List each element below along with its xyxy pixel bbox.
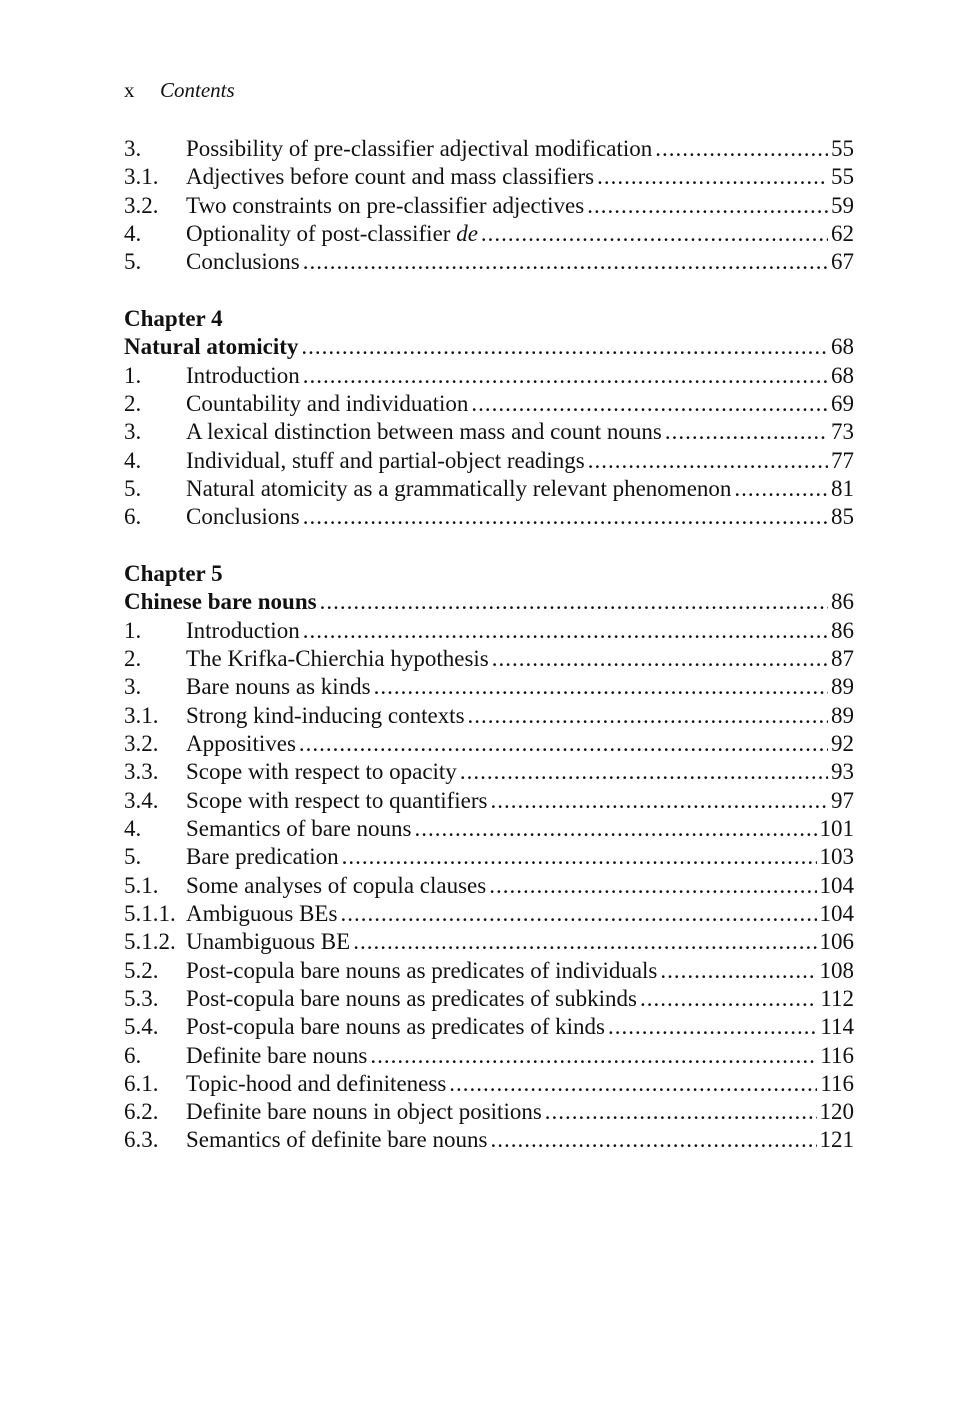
toc-entry-number: 4.: [124, 447, 142, 473]
toc-chapter-5: [124, 560, 854, 1155]
toc-entry-page: 68: [831, 362, 854, 388]
dot-leader: [303, 503, 828, 531]
toc-entry-title: Natural atomicity as a grammatically relevant phenomenon: [186, 475, 732, 501]
toc-entry-title: Scope with respect to quantifiers: [186, 787, 488, 813]
toc-entry[interactable]: [124, 135, 854, 163]
toc-entry-page: 121: [819, 1127, 854, 1153]
toc-entry-page: 92: [831, 730, 854, 756]
dot-leader: [588, 447, 828, 475]
toc-entry[interactable]: [124, 787, 854, 815]
toc-entry-title: Bare nouns as kinds: [186, 674, 371, 700]
toc-entry-page: 116: [820, 1042, 854, 1068]
toc-entry[interactable]: [124, 872, 854, 900]
toc-entry-number: 5.4.: [124, 1014, 159, 1040]
dot-leader: [587, 192, 828, 220]
dot-leader: [489, 872, 816, 900]
toc-entry-page: 89: [831, 702, 854, 728]
toc-entry-number: 5.1.: [124, 872, 159, 898]
toc-entry[interactable]: [124, 220, 854, 248]
dot-leader: [353, 928, 816, 956]
toc-entry[interactable]: [124, 503, 854, 531]
toc-entry[interactable]: [124, 843, 854, 871]
toc-entry-page: 85: [831, 504, 854, 530]
dot-leader: [481, 220, 828, 248]
dot-leader: [660, 957, 816, 985]
toc-entry-page: 73: [831, 419, 854, 445]
dot-leader: [460, 758, 828, 786]
table-of-contents: [124, 135, 854, 1155]
toc-entry-title: Conclusions: [186, 249, 300, 275]
toc-entry-number: 3.: [124, 136, 142, 161]
toc-entry-title: Conclusions: [186, 504, 300, 530]
toc-entry-title: Topic-hood and definiteness: [186, 1070, 447, 1096]
dot-leader: [449, 1070, 817, 1098]
toc-entry[interactable]: [124, 815, 854, 843]
section-gap: [124, 277, 854, 305]
dot-leader: [468, 702, 828, 730]
toc-entry-page: 62: [831, 220, 854, 246]
toc-entry-number: 6.3.: [124, 1127, 159, 1153]
toc-entry-number: 3.2.: [124, 192, 159, 218]
toc-entry-number: 6.: [124, 1042, 142, 1068]
running-title: Contents: [160, 78, 235, 102]
dot-leader: [471, 390, 828, 418]
toc-entry-number: 3.1.: [124, 164, 159, 190]
toc-entry-page: 104: [819, 872, 854, 898]
toc-entry-number: 5.1.1.: [124, 900, 176, 926]
toc-entry-page: 86: [831, 617, 854, 643]
toc-entry[interactable]: [124, 758, 854, 786]
toc-entry[interactable]: [124, 1126, 854, 1154]
toc-entry-number: 5.3.: [124, 985, 159, 1011]
chapter-label: Chapter 4: [124, 305, 223, 331]
toc-entry-title: Unambiguous BE: [186, 929, 351, 955]
toc-entry-number: 5.: [124, 249, 142, 275]
chapter-title-entry[interactable]: [124, 588, 854, 616]
toc-entry-title: The Krifka-Chierchia hypothesis: [186, 645, 489, 671]
toc-entry-page: 112: [820, 985, 854, 1011]
toc-entry-title-text: Optionality of post-classifier: [186, 220, 457, 246]
chapter-label: Chapter 5: [124, 560, 223, 586]
toc-entry-title: Introduction: [186, 362, 300, 388]
toc-entry-number: 1.: [124, 617, 142, 643]
toc-entry-page: 101: [819, 815, 854, 841]
toc-entry-number: 5.1.2.: [124, 929, 176, 955]
toc-entry-title: Semantics of definite bare nouns: [186, 1127, 488, 1153]
toc-entry[interactable]: [124, 730, 854, 758]
toc-entry[interactable]: [124, 248, 854, 276]
toc-entry-title: Individual, stuff and partial-object readings: [186, 447, 585, 473]
dot-leader: [734, 475, 828, 503]
toc-entry-page: 93: [831, 759, 854, 785]
toc-entry-number: 6.2.: [124, 1099, 159, 1125]
toc-entry-number: 3.2.: [124, 730, 159, 756]
toc-entry-title: A lexical distinction between mass and count nouns: [186, 419, 662, 445]
toc-entry-title: Bare predication: [186, 844, 339, 870]
toc-entry-title: Post-copula bare nouns as predicates of individuals: [186, 957, 658, 983]
dot-leader: [655, 135, 828, 163]
dot-leader: [299, 730, 828, 758]
toc-entry-number: 2.: [124, 390, 142, 416]
toc-entry-page: 103: [819, 844, 854, 870]
toc-entry[interactable]: [124, 1013, 854, 1041]
toc-entry-page: 87: [831, 645, 854, 671]
toc-entry-number: 4.: [124, 815, 142, 841]
toc-entry[interactable]: [124, 702, 854, 730]
section-gap: [124, 532, 854, 560]
toc-entry[interactable]: [124, 617, 854, 645]
toc-entry-title: Some analyses of copula clauses: [186, 872, 487, 898]
toc-entry-page: 55: [831, 164, 854, 190]
dot-leader: [303, 362, 828, 390]
toc-section-continued: [124, 135, 854, 277]
toc-entry[interactable]: [124, 673, 854, 701]
toc-entry-page: 55: [831, 136, 854, 161]
toc-entry-title: Adjectives before count and mass classifiers: [186, 164, 595, 190]
toc-entry[interactable]: [124, 900, 854, 928]
dot-leader: [490, 1126, 816, 1154]
toc-entry-title: Countability and individuation: [186, 390, 469, 416]
toc-entry-page: 108: [819, 957, 854, 983]
toc-entry-title: Introduction: [186, 617, 300, 643]
toc-entry-title: Two constraints on pre-classifier adjectives: [186, 192, 585, 218]
toc-entry[interactable]: [124, 362, 854, 390]
dot-leader: [301, 333, 828, 361]
toc-entry-number: 5.2.: [124, 957, 159, 983]
toc-chapter-4: [124, 305, 854, 532]
toc-entry-number: 4.: [124, 220, 142, 246]
page-number: x: [124, 78, 135, 102]
toc-entry-page: 106: [819, 929, 854, 955]
toc-entry-number: 3.: [124, 674, 142, 700]
dot-leader: [340, 900, 816, 928]
toc-entry-page: 69: [831, 390, 854, 416]
toc-entry[interactable]: [124, 447, 854, 475]
toc-entry-title: Appositives: [186, 730, 296, 756]
toc-entry[interactable]: [124, 475, 854, 503]
toc-entry[interactable]: [124, 985, 854, 1013]
toc-entry[interactable]: [124, 1042, 854, 1070]
toc-entry-title: Strong kind-inducing contexts: [186, 702, 465, 728]
dot-leader: [303, 248, 828, 276]
toc-entry-page: 116: [820, 1070, 854, 1096]
dot-leader: [370, 1042, 817, 1070]
toc-entry-title: Semantics of bare nouns: [186, 815, 412, 841]
dot-leader: [597, 163, 828, 191]
toc-entry-number: 6.: [124, 504, 142, 530]
dot-leader: [665, 418, 828, 446]
toc-entry-title: Post-copula bare nouns as predicates of kinds: [186, 1014, 606, 1040]
dot-leader: [640, 985, 817, 1013]
toc-entry[interactable]: [124, 163, 854, 191]
running-head: [124, 76, 235, 104]
toc-entry-page: 77: [831, 447, 854, 473]
toc-entry[interactable]: [124, 645, 854, 673]
toc-entry-title: Post-copula bare nouns as predicates of subkinds: [186, 985, 637, 1011]
toc-entry-number: 3.3.: [124, 759, 159, 785]
toc-entry-number: 2.: [124, 645, 142, 671]
toc-entry[interactable]: [124, 1070, 854, 1098]
toc-entry[interactable]: [124, 390, 854, 418]
chapter-title: Natural atomicity: [124, 334, 299, 360]
toc-entry-number: 6.1.: [124, 1070, 159, 1096]
toc-entry-title: Definite bare nouns in object positions: [186, 1099, 542, 1125]
toc-entry-page: 104: [819, 900, 854, 926]
toc-entry[interactable]: [124, 1098, 854, 1126]
dot-leader: [374, 673, 828, 701]
toc-entry-title: [186, 220, 478, 248]
chapter-page: 68: [831, 334, 854, 360]
chapter-page: 86: [831, 589, 854, 615]
toc-entry-number: 3.4.: [124, 787, 159, 813]
toc-entry-number: 5.: [124, 475, 142, 501]
dot-leader: [414, 815, 816, 843]
dot-leader: [320, 588, 828, 616]
toc-entry-title-italic: de: [456, 220, 478, 246]
toc-entry-number: 3.: [124, 419, 142, 445]
dot-leader: [303, 617, 828, 645]
toc-entry-number: 5.: [124, 844, 142, 870]
toc-entry-page: 67: [831, 249, 854, 275]
toc-entry-page: 114: [820, 1014, 854, 1040]
toc-entry-page: 89: [831, 674, 854, 700]
toc-entry-number: 1.: [124, 362, 142, 388]
toc-entry-page: 120: [819, 1099, 854, 1125]
chapter-title: Chinese bare nouns: [124, 589, 317, 615]
toc-entry-title: Ambiguous BEs: [186, 900, 338, 926]
dot-leader: [545, 1098, 817, 1126]
toc-entry[interactable]: [124, 928, 854, 956]
toc-entry[interactable]: [124, 957, 854, 985]
toc-entry-title: Definite bare nouns: [186, 1042, 368, 1068]
toc-entry-number: 3.1.: [124, 702, 159, 728]
dot-leader: [492, 645, 828, 673]
toc-entry-page: 59: [831, 192, 854, 218]
toc-entry-page: 97: [831, 787, 854, 813]
toc-entry[interactable]: [124, 192, 854, 220]
toc-entry[interactable]: [124, 418, 854, 446]
toc-entry-title: Possibility of pre-classifier adjectival modification: [186, 136, 653, 161]
toc-entry-page: 81: [831, 475, 854, 501]
dot-leader: [490, 787, 828, 815]
dot-leader: [342, 843, 817, 871]
chapter-title-entry[interactable]: [124, 333, 854, 361]
dot-leader: [608, 1013, 817, 1041]
toc-entry-title: Scope with respect to opacity: [186, 759, 457, 785]
